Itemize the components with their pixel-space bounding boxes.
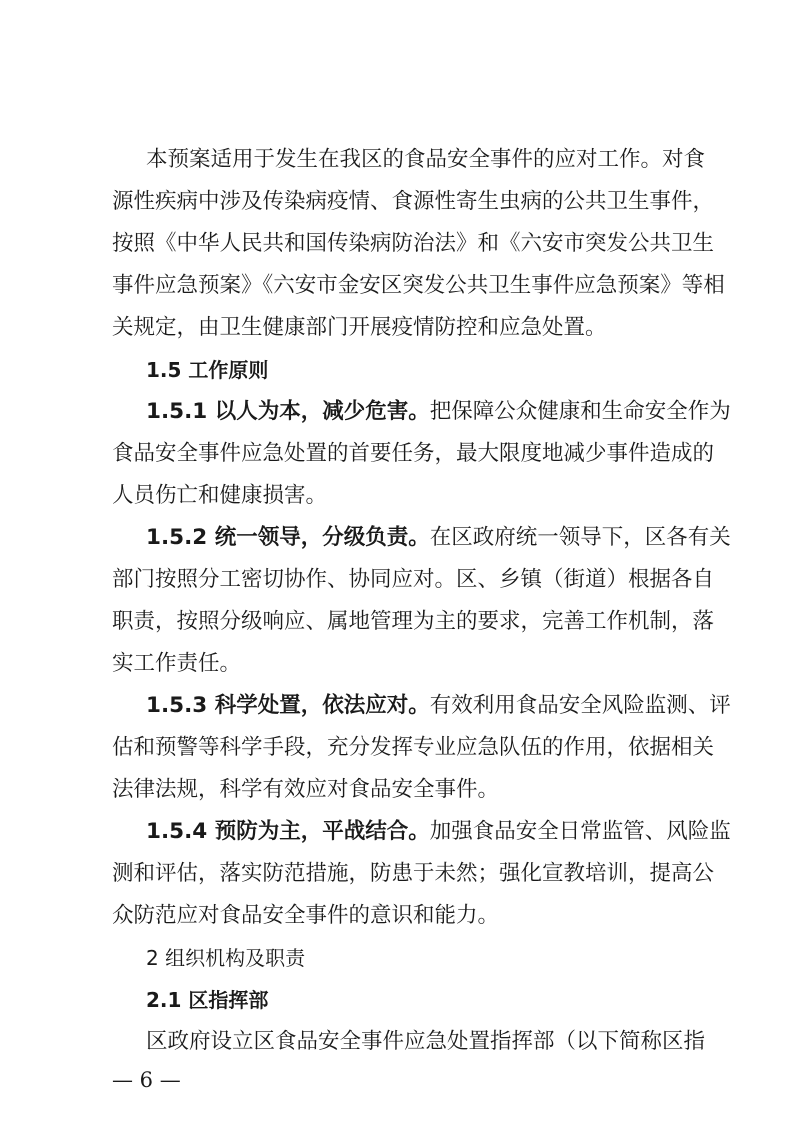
paragraph-line: 按照《中华人民共和国传染病防治法》和《六安市突发公共卫生 <box>112 231 715 256</box>
section-heading-1-5: 1.5 工作原则 <box>146 358 269 382</box>
paragraph-line: 本预案适用于发生在我区的食品安全事件的应对工作。对食 <box>146 147 706 172</box>
clause-lead-1-5-3: 1.5.3 科学处置，依法应对。 <box>146 693 430 718</box>
paragraph-line: 食品安全事件应急处置的首要任务，最大限度地减少事件造成的 <box>112 441 715 466</box>
page-number: — 6 — <box>112 1068 181 1092</box>
clause-text: 加强食品安全日常监管、风险监 <box>429 819 731 844</box>
paragraph-line: 事件应急预案》《六安市金安区突发公共卫生事件应急预案》等相 <box>112 273 725 298</box>
paragraph-line: 法律法规，科学有效应对食品安全事件。 <box>112 777 500 802</box>
paragraph-line: 源性疾病中涉及传染病疫情、食源性寄生虫病的公共卫生事件， <box>112 189 715 214</box>
paragraph-line: 人员伤亡和健康损害。 <box>112 483 328 508</box>
paragraph-line: 职责，按照分级响应、属地管理为主的要求，完善工作机制，落 <box>112 609 715 634</box>
paragraph-line <box>146 518 731 558</box>
paragraph-line: 估和预警等科学手段，充分发挥专业应急队伍的作用，依据相关 <box>112 735 715 760</box>
paragraph-line <box>146 686 731 726</box>
paragraph-line: 区政府设立区食品安全事件应急处置指挥部（以下简称区指 <box>146 1029 706 1054</box>
paragraph-line: 关规定，由卫生健康部门开展疫情防控和应急处置。 <box>112 315 607 340</box>
clause-lead-1-5-2: 1.5.2 统一领导，分级负责。 <box>146 525 430 550</box>
paragraph-line: 部门按照分工密切协作、协同应对。区、乡镇（街道）根据各自 <box>112 567 715 592</box>
clause-text: 在区政府统一领导下，区各有关 <box>429 525 731 550</box>
clause-text: 把保障公众健康和生命安全作为 <box>429 399 731 424</box>
clause-text: 有效利用食品安全风险监测、评 <box>429 693 731 718</box>
section-heading-2: 2 组织机构及职责 <box>146 946 306 970</box>
paragraph-line: 测和评估，落实防范措施，防患于未然；强化宣教培训，提高公 <box>112 861 715 886</box>
clause-lead-1-5-4: 1.5.4 预防为主，平战结合。 <box>146 819 430 844</box>
paragraph-line <box>146 392 731 432</box>
clause-lead-1-5-1: 1.5.1 以人为本，减少危害。 <box>146 399 430 424</box>
paragraph-line <box>146 812 731 852</box>
paragraph-line: 实工作责任。 <box>112 651 242 676</box>
section-heading-2-1: 2.1 区指挥部 <box>146 988 269 1012</box>
paragraph-line: 众防范应对食品安全事件的意识和能力。 <box>112 903 500 928</box>
